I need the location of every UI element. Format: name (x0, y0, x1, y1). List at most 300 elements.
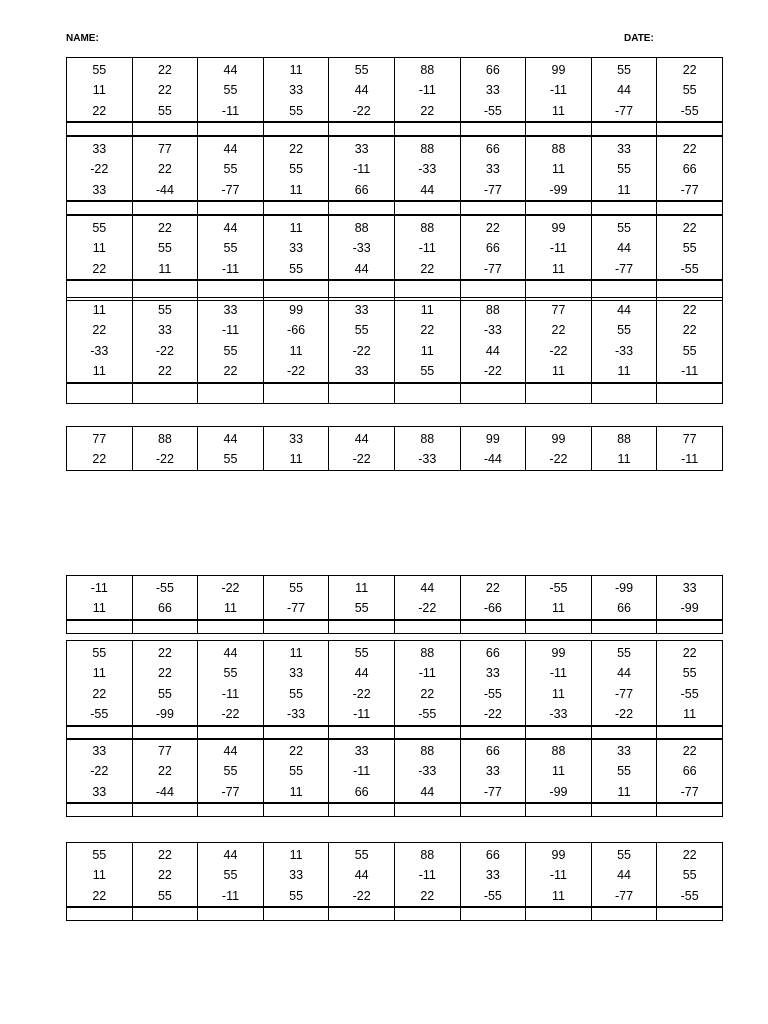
answer-row (67, 200, 722, 214)
problem-cell (197, 298, 263, 382)
addend: 11 (92, 601, 106, 616)
addend: 55 (157, 888, 172, 903)
addend: 55 (289, 103, 304, 118)
problem-cell (132, 427, 198, 470)
problem-cell (525, 843, 591, 906)
answer-box[interactable] (656, 621, 722, 633)
answer-box[interactable] (328, 123, 394, 135)
addend: 22 (485, 221, 500, 235)
addend: 66 (485, 646, 500, 660)
answer-box[interactable] (263, 384, 329, 403)
addend: 44 (223, 744, 238, 758)
addend: 55 (157, 686, 172, 701)
addend: 33 (289, 868, 304, 883)
addend: 11 (551, 686, 565, 701)
addend: 55 (617, 162, 631, 177)
answer-box[interactable] (460, 621, 526, 633)
addend: 11 (551, 261, 565, 276)
addend: -77 (680, 182, 699, 197)
answer-box[interactable] (328, 908, 394, 920)
answer-box[interactable] (67, 621, 132, 633)
addend: -77 (483, 261, 502, 276)
addend: -44 (483, 452, 502, 467)
addend: 55 (289, 686, 304, 701)
answer-box[interactable] (525, 123, 591, 135)
addend: 11 (551, 103, 565, 118)
addend: -55 (483, 103, 502, 118)
addend: 22 (223, 364, 238, 379)
answer-box[interactable] (525, 384, 591, 403)
addend: 44 (354, 83, 369, 98)
answer-box[interactable] (328, 384, 394, 403)
addend: 55 (223, 241, 238, 256)
problem-cell (197, 137, 263, 200)
answer-box[interactable] (197, 384, 263, 403)
problem-cell (132, 216, 198, 279)
addend: -22 (352, 452, 371, 467)
addend: 22 (420, 323, 435, 338)
problem-cell (67, 298, 132, 382)
addend: -77 (483, 784, 502, 799)
answer-box[interactable] (460, 727, 526, 739)
answer-box[interactable] (132, 384, 198, 403)
answer-box[interactable] (591, 908, 657, 920)
addend: 11 (92, 364, 106, 379)
answer-box[interactable] (591, 384, 657, 403)
addend: -33 (90, 343, 109, 358)
answer-box[interactable] (67, 384, 132, 403)
problem-cell (132, 739, 198, 802)
answer-box[interactable] (67, 727, 132, 739)
problem-block (66, 738, 723, 817)
addend: 33 (354, 364, 369, 379)
problem-cell (460, 427, 526, 470)
problem-cell (656, 843, 722, 906)
answer-box[interactable] (394, 384, 460, 403)
problem-cell (656, 137, 722, 200)
addend: 55 (223, 83, 238, 98)
answer-box[interactable] (67, 202, 132, 214)
addend: 55 (223, 452, 238, 467)
addend: -55 (483, 686, 502, 701)
addend: 33 (485, 868, 500, 883)
answer-box[interactable] (132, 804, 198, 816)
problem-cell (460, 216, 526, 279)
addend: 22 (420, 888, 435, 903)
addend: 22 (157, 162, 172, 177)
addend: 66 (617, 601, 631, 616)
problem-cell (67, 427, 132, 470)
problem-row (67, 137, 722, 200)
addend: -11 (418, 868, 436, 883)
addend: 33 (92, 744, 107, 758)
addend: 55 (617, 764, 631, 779)
problem-row (67, 58, 722, 121)
answer-box[interactable] (656, 202, 722, 214)
answer-box[interactable] (656, 908, 722, 920)
addend: -11 (549, 241, 568, 256)
problem-cell (394, 739, 460, 802)
problem-cell (263, 576, 329, 619)
answer-box[interactable] (394, 202, 460, 214)
answer-box[interactable] (591, 123, 657, 135)
problem-cell (328, 576, 394, 619)
addend: 66 (354, 182, 369, 197)
addend: -11 (418, 666, 436, 681)
addend: -22 (483, 707, 502, 722)
addend: 22 (485, 581, 500, 595)
addend: 55 (682, 83, 697, 98)
addend: -22 (352, 686, 371, 701)
answer-box[interactable] (132, 621, 198, 633)
problem-cell (394, 58, 460, 121)
addend: 55 (289, 764, 304, 779)
addend: 11 (289, 452, 303, 467)
answer-box[interactable] (525, 908, 591, 920)
answer-box[interactable] (197, 123, 263, 135)
answer-box[interactable] (591, 202, 657, 214)
addend: 44 (617, 868, 631, 883)
problem-cell (525, 58, 591, 121)
addend: 33 (485, 162, 500, 177)
addend: 33 (92, 142, 107, 156)
addend: -77 (615, 261, 634, 276)
addend: 22 (420, 103, 435, 118)
addend: -11 (549, 666, 568, 681)
answer-box[interactable] (263, 804, 329, 816)
name-label: NAME: (66, 33, 99, 44)
addend: -22 (90, 764, 109, 779)
problem-cell (460, 58, 526, 121)
addend: 11 (92, 83, 106, 98)
answer-box[interactable] (460, 384, 526, 403)
addend: 11 (289, 63, 303, 77)
problem-cell (197, 576, 263, 619)
answer-row (67, 906, 722, 920)
addend: -11 (418, 83, 436, 98)
addend: 11 (420, 343, 434, 358)
addend: -77 (680, 784, 699, 799)
addend: 22 (157, 666, 172, 681)
problem-cell (460, 641, 526, 725)
problem-cell (394, 216, 460, 279)
addend: -11 (549, 868, 568, 883)
answer-box[interactable] (394, 727, 460, 739)
addend: 11 (551, 162, 565, 177)
answer-box[interactable] (197, 621, 263, 633)
problem-row (67, 843, 722, 906)
answer-box[interactable] (656, 384, 722, 403)
problem-cell (591, 641, 657, 725)
problem-cell (132, 137, 198, 200)
problem-cell (197, 427, 263, 470)
addend: 55 (682, 666, 697, 681)
problem-cell (263, 427, 329, 470)
problem-cell (394, 298, 460, 382)
addend: 99 (551, 432, 566, 446)
answer-box[interactable] (460, 123, 526, 135)
addend: 88 (617, 432, 631, 446)
problem-cell (591, 137, 657, 200)
problem-block (66, 426, 723, 471)
addend: 22 (682, 63, 697, 77)
problem-cell (656, 641, 722, 725)
addend: 44 (354, 261, 369, 276)
addend: 55 (617, 848, 631, 862)
addend: -33 (418, 452, 437, 467)
answer-box[interactable] (591, 804, 657, 816)
addend: 11 (289, 343, 303, 358)
problem-cell (591, 298, 657, 382)
addend: 55 (223, 764, 238, 779)
addend: 44 (617, 83, 631, 98)
problem-block (66, 215, 723, 301)
addend: -55 (680, 686, 699, 701)
addend: -33 (483, 323, 502, 338)
answer-box[interactable] (67, 123, 132, 135)
addend: 33 (682, 581, 697, 595)
problem-cell (328, 58, 394, 121)
addend: 55 (617, 323, 631, 338)
addend: 44 (223, 142, 238, 156)
addend: 55 (354, 63, 369, 77)
addend: 44 (617, 666, 631, 681)
addend: 44 (617, 303, 631, 317)
addend: 44 (354, 432, 369, 446)
addend: 66 (485, 142, 500, 156)
answer-box[interactable] (263, 123, 329, 135)
answer-box[interactable] (263, 908, 329, 920)
answer-box[interactable] (197, 727, 263, 739)
problem-cell (263, 641, 329, 725)
answer-box[interactable] (591, 621, 657, 633)
addend: 44 (223, 221, 238, 235)
answer-box[interactable] (132, 908, 198, 920)
problem-row (67, 739, 722, 802)
problem-cell (591, 427, 657, 470)
addend: -77 (615, 888, 634, 903)
addend: 22 (420, 686, 435, 701)
addend: 55 (354, 646, 369, 660)
problem-cell (67, 739, 132, 802)
problem-cell (132, 298, 198, 382)
addend: 11 (617, 452, 631, 467)
addend: 33 (354, 744, 369, 758)
addend: -22 (221, 581, 240, 595)
addend: 88 (485, 303, 500, 317)
addend: -22 (615, 707, 634, 722)
answer-box[interactable] (656, 123, 722, 135)
addend: 44 (223, 63, 238, 77)
addend: -11 (353, 162, 371, 177)
answer-box[interactable] (394, 804, 460, 816)
addend: -99 (155, 707, 174, 722)
problem-block (66, 640, 723, 740)
addend: 88 (354, 221, 369, 235)
addend: 11 (92, 666, 106, 681)
problem-cell (197, 216, 263, 279)
answer-box[interactable] (328, 727, 394, 739)
answer-box[interactable] (525, 804, 591, 816)
addend: 88 (420, 646, 435, 660)
addend: 11 (92, 303, 106, 317)
addend: 44 (223, 848, 238, 862)
answer-box[interactable] (197, 202, 263, 214)
addend: 44 (354, 666, 369, 681)
addend: 77 (157, 744, 172, 758)
addend: 22 (682, 221, 697, 235)
addend: -22 (287, 364, 306, 379)
answer-box[interactable] (656, 727, 722, 739)
answer-box[interactable] (328, 202, 394, 214)
addend: 11 (289, 221, 303, 235)
addend: 55 (223, 343, 238, 358)
answer-box[interactable] (328, 804, 394, 816)
answer-box[interactable] (394, 123, 460, 135)
answer-box[interactable] (460, 202, 526, 214)
problem-row (67, 641, 722, 725)
addend: 55 (617, 221, 631, 235)
addend: -11 (221, 103, 240, 118)
problem-cell (525, 298, 591, 382)
problem-cell (67, 137, 132, 200)
addend: -77 (221, 784, 240, 799)
addend: 33 (289, 241, 304, 256)
answer-box[interactable] (263, 727, 329, 739)
addend: -99 (549, 784, 568, 799)
addend: -11 (221, 261, 240, 276)
addend: -22 (221, 707, 240, 722)
addend: 33 (92, 182, 107, 197)
addend: -22 (418, 601, 437, 616)
answer-box[interactable] (132, 123, 198, 135)
addend: 22 (92, 452, 107, 467)
answer-box[interactable] (656, 804, 722, 816)
answer-box[interactable] (525, 621, 591, 633)
addend: 33 (223, 303, 238, 317)
addend: 22 (157, 221, 172, 235)
addend: 11 (289, 182, 303, 197)
addend: 55 (617, 646, 631, 660)
answer-box[interactable] (197, 804, 263, 816)
answer-box[interactable] (394, 908, 460, 920)
addend: 11 (420, 303, 434, 317)
addend: 88 (420, 744, 435, 758)
addend: 22 (682, 848, 697, 862)
addend: 55 (92, 221, 107, 235)
addend: 55 (682, 343, 697, 358)
addend: 22 (289, 142, 304, 156)
answer-box[interactable] (132, 202, 198, 214)
addend: -11 (681, 452, 699, 467)
answer-box[interactable] (263, 621, 329, 633)
addend: 99 (289, 303, 304, 317)
answer-box[interactable] (263, 202, 329, 214)
addend: -77 (483, 182, 502, 197)
problem-cell (263, 739, 329, 802)
addend: 22 (157, 764, 172, 779)
answer-box[interactable] (394, 621, 460, 633)
problem-cell (591, 843, 657, 906)
problem-block (66, 575, 723, 634)
addend: 33 (157, 323, 172, 338)
answer-box[interactable] (67, 908, 132, 920)
problem-cell (525, 137, 591, 200)
problem-cell (460, 576, 526, 619)
addend: -22 (90, 162, 109, 177)
problem-row (67, 298, 722, 382)
answer-box[interactable] (132, 727, 198, 739)
problem-cell (263, 58, 329, 121)
addend: 11 (92, 868, 106, 883)
addend: 55 (223, 162, 238, 177)
addend: -11 (549, 83, 568, 98)
problem-cell (394, 843, 460, 906)
addend: -77 (615, 686, 634, 701)
addend: 55 (354, 601, 369, 616)
answer-box[interactable] (328, 621, 394, 633)
addend: 11 (551, 601, 565, 616)
addend: 55 (354, 848, 369, 862)
addend: -22 (352, 103, 371, 118)
answer-box[interactable] (591, 727, 657, 739)
addend: 44 (485, 343, 500, 358)
addend: 88 (420, 848, 435, 862)
addend: 33 (617, 744, 631, 758)
addend: -77 (615, 103, 634, 118)
answer-box[interactable] (197, 908, 263, 920)
answer-box[interactable] (460, 908, 526, 920)
answer-row (67, 121, 722, 135)
addend: 44 (223, 646, 238, 660)
addend: 55 (289, 261, 304, 276)
answer-box[interactable] (525, 202, 591, 214)
addend: 33 (354, 142, 369, 156)
addend: -99 (615, 581, 634, 595)
problem-cell (328, 641, 394, 725)
answer-row (67, 619, 722, 633)
addend: 66 (485, 63, 500, 77)
addend: 22 (157, 83, 172, 98)
addend: 22 (157, 364, 172, 379)
addend: 99 (551, 221, 566, 235)
addend: 44 (420, 182, 435, 197)
addend: 55 (157, 303, 172, 317)
problem-cell (656, 427, 722, 470)
addend: 11 (617, 784, 631, 799)
problem-cell (263, 216, 329, 279)
addend: 33 (289, 432, 304, 446)
addend: -55 (90, 707, 109, 722)
answer-box[interactable] (460, 804, 526, 816)
addend: -66 (483, 601, 502, 616)
addend: 66 (682, 764, 697, 779)
problem-cell (460, 843, 526, 906)
problem-cell (591, 576, 657, 619)
answer-box[interactable] (67, 804, 132, 816)
problem-cell (525, 427, 591, 470)
addend: 22 (289, 744, 304, 758)
addend: -55 (418, 707, 437, 722)
problem-cell (656, 298, 722, 382)
addend: -33 (615, 343, 634, 358)
answer-box[interactable] (525, 727, 591, 739)
addend: 33 (485, 666, 500, 681)
addend: 11 (92, 241, 106, 256)
problem-cell (328, 427, 394, 470)
addend: 99 (551, 646, 566, 660)
addend: 11 (617, 182, 631, 197)
